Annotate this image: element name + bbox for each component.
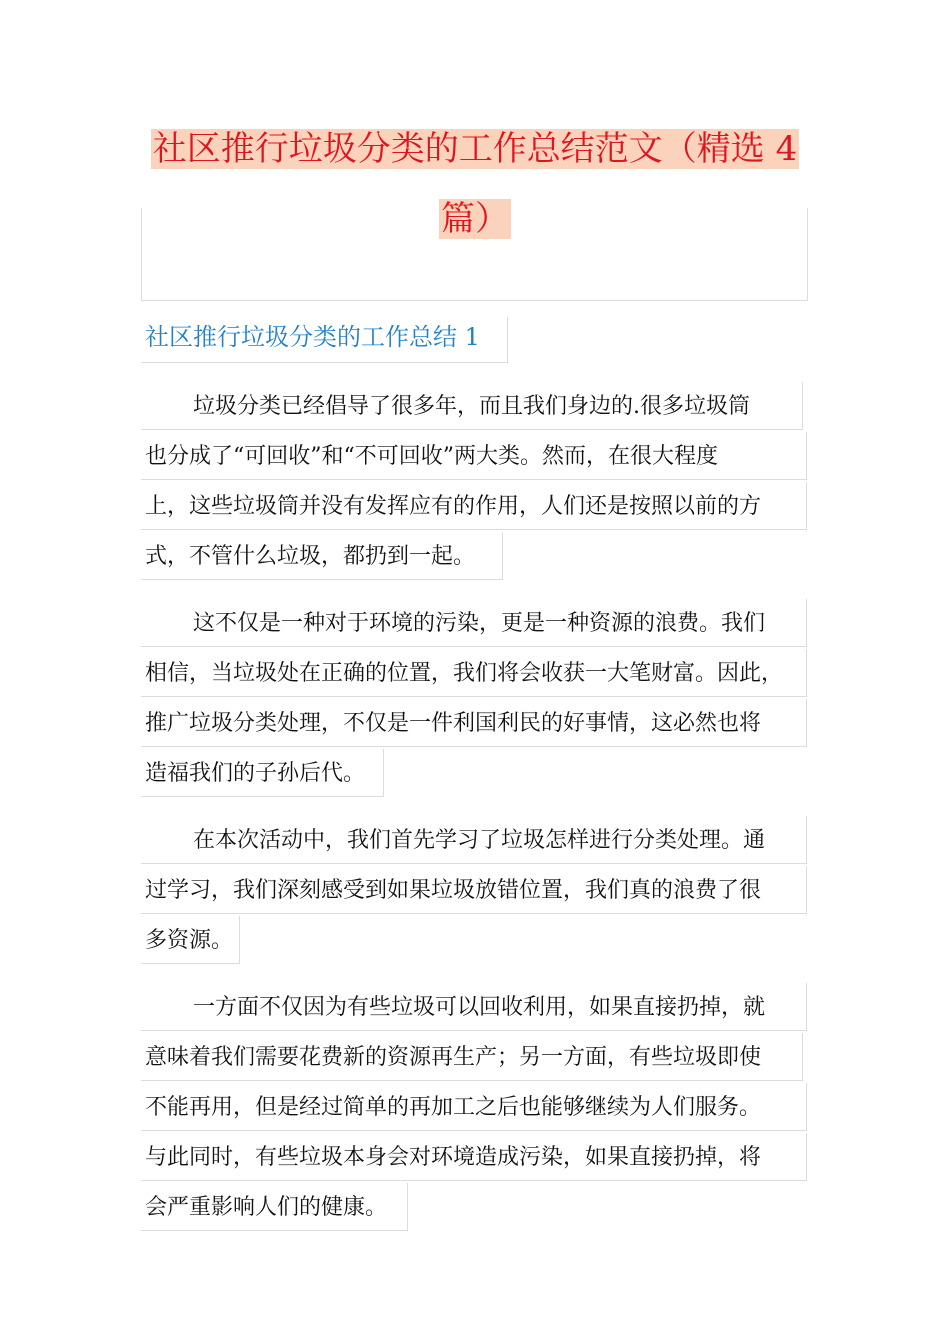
paragraph-3-line-1: 在本次活动中，我们首先学习了垃圾怎样进行分类处理。通: [193, 828, 766, 853]
section-heading: 社区推行垃圾分类的工作总结 1: [145, 323, 480, 351]
paragraph-2-line-3: 推广垃圾分类处理，不仅是一件利国利民的好事情，这必然也将: [145, 711, 762, 736]
paragraph-2-line-4: 造福我们的子孙后代。: [145, 761, 366, 786]
paragraph-1-line-3: 上，这些垃圾筒并没有发挥应有的作用，人们还是按照以前的方: [145, 494, 762, 519]
paragraph-4-line-1: 一方面不仅因为有些垃圾可以回收利用，如果直接扔掉，就: [193, 995, 766, 1020]
paragraph-1-line-4: 式，不管什么垃圾，都扔到一起。: [145, 544, 476, 569]
paragraph-3-line-2: 过学习，我们深刻感受到如果垃圾放错位置，我们真的浪费了很: [145, 878, 762, 903]
title-highlight: 社区推行垃圾分类的工作总结范文（精选 4: [152, 129, 798, 169]
title-highlight: 篇）: [441, 199, 509, 239]
paragraph-3-line-3: 多资源。: [145, 928, 234, 953]
document-title-line-2: [143, 194, 807, 244]
paragraph-2-line-2: 相信，当垃圾处在正确的位置，我们将会收获一大笔财富。因此，: [145, 661, 784, 686]
document-title-line-1: [143, 124, 807, 174]
paragraph-1-line-1: 垃圾分类已经倡导了很多年，而且我们身边的.很多垃圾筒: [193, 394, 750, 419]
paragraph-4-line-3: 不能再用，但是经过简单的再加工之后也能够继续为人们服务。: [145, 1095, 762, 1120]
paragraph-4-line-5: 会严重影响人们的健康。: [145, 1195, 388, 1220]
paragraph-4-line-4: 与此同时，有些垃圾本身会对环境造成污染，如果直接扔掉，将: [145, 1145, 762, 1170]
paragraph-4-line-2: 意味着我们需要花费新的资源再生产；另一方面，有些垃圾即使: [145, 1045, 762, 1070]
paragraph-1-line-2: 也分成了“可回收”和“不可回收”两大类。然而，在很大程度: [145, 444, 718, 469]
paragraph-2-line-1: 这不仅是一种对于环境的污染，更是一种资源的浪费。我们: [193, 611, 766, 636]
